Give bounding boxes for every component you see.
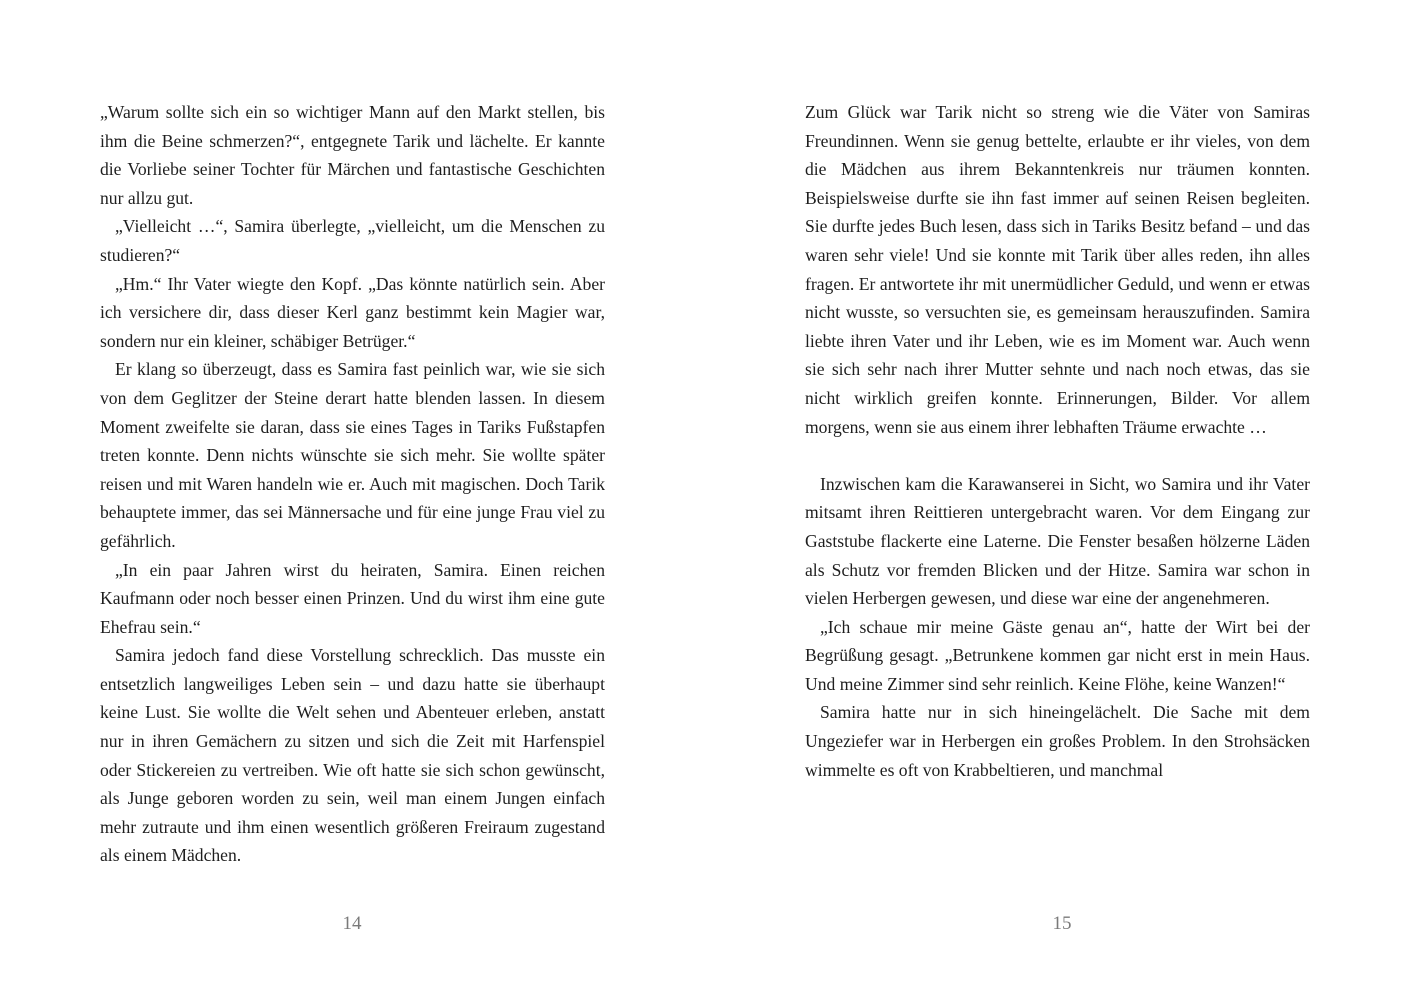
paragraph: Inzwischen kam die Karawanserei in Sicht, wo Samira und ihr Vater mitsamt ihren Reittieren untergebracht waren. Vor dem Eingang zur Gaststube flackerte eine Laterne. Die Fenster besaßen hölzerne Läden als Schutz vor fremden Blicken und der Hitze. Samira war schon in vielen Herbergen gewesen, und diese war eine der angenehmeren.: [805, 473, 1310, 609]
paragraph: Samira jedoch fand diese Vorstellung schrecklich. Das musste ein entsetzlich langweiliges Leben sein – und dazu hatte sie überhaupt keine Lust. Sie wollte die Welt sehen und Abenteuer erleben, anstatt nur in ihren Gemächern zu sitzen und sich die Zeit mit Harfenspiel oder Stickereien zu vertreiben. Wie oft hatte sie sich schon gewünscht, als Junge geboren worden zu sein, weil man einem Jungen einfach mehr zutraute und ihm einen wesentlich größeren Freiraum zugestand als einem Mädchen.: [100, 645, 605, 866]
page-number: 14: [342, 913, 362, 934]
right-page-text: [805, 98, 1310, 784]
paragraph: „Ich schaue mir meine Gäste genau an“, hatte der Wirt bei der Begrüßung gesagt. „Betrunkene kommen gar nicht erst in mein Haus. Und meine Zimmer sind sehr reinlich. Keine Flöhe, keine Wanzen!“: [805, 616, 1310, 694]
paragraph: Zum Glück war Tarik nicht so streng wie die Väter von Samiras Freundinnen. Wenn sie genug bettelte, erlaubte er ihr vieles, von dem die Mädchen aus ihrem Bekanntenkreis nur träumen konnten. Beispielsweise durfte sie ihn fast immer auf seinen Reisen begleiten. Sie durfte jedes Buch lesen, dass sich in Tariks Besitz befand – und das waren sehr viele! Und sie konnte mit Tarik über alles reden, ihn alles fragen. Er antwortete ihr mit unermüdlicher Geduld, und wenn er etwas nicht wusste, so versuchten sie, es gemeinsam herauszufinden. Samira liebte ihren Vater und ihr Leben, wie es im Moment war. Auch wenn sie sich sehr nach ihrer Mutter sehnte und nach noch etwas, das sie nicht wirklich greifen konnte. Erinnerungen, Bilder. Vor allem morgens, wenn sie aus einem ihrer lebhaften Träume erwachte …: [805, 102, 1310, 437]
paragraph: „In ein paar Jahren wirst du heiraten, Samira. Einen reichen Kaufmann oder noch besser einen Prinzen. Und du wirst ihm eine gute Ehefrau sein.“: [100, 559, 605, 637]
paragraph: Er klang so überzeugt, dass es Samira fast peinlich war, wie sie sich von dem Geglitzer der Steine derart hatte blenden lassen. In diesem Moment zweifelte sie daran, dass sie eines Tages in Tariks Fußstapfen treten konnte. Denn nichts wünschte sie sich mehr. Sie wollte später reisen und mit Waren handeln wie er. Auch mit magischen. Doch Tarik behauptete immer, das sei Männersache und für eine junge Frau viel zu gefährlich.: [100, 359, 605, 551]
paragraph: „Hm.“ Ihr Vater wiegte den Kopf. „Das könnte natürlich sein. Aber ich versichere dir, dass dieser Kerl ganz bestimmt kein Magier war, sondern nur ein kleiner, schäbiger Betrüger.“: [100, 273, 605, 351]
page-number: 15: [1052, 913, 1072, 934]
paragraph: „Vielleicht …“, Samira überlegte, „vielleicht, um die Menschen zu studieren?“: [100, 216, 605, 265]
paragraph: „Warum sollte sich ein so wichtiger Mann auf den Markt stellen, bis ihm die Beine schmerzen?“, entgegnete Tarik und lächelte. Er kannte die Vorliebe seiner Tochter für Märchen und fantastische Geschichten nur allzu gut.: [100, 102, 605, 208]
paragraph: Samira hatte nur in sich hineingelächelt. Die Sache mit dem Ungeziefer war in Herbergen ein großes Problem. In den Strohsäcken wimmelte es oft von Krabbeltieren, und manchmal: [805, 702, 1310, 780]
right-page: [705, 0, 1410, 1000]
left-page-text: [100, 98, 605, 870]
